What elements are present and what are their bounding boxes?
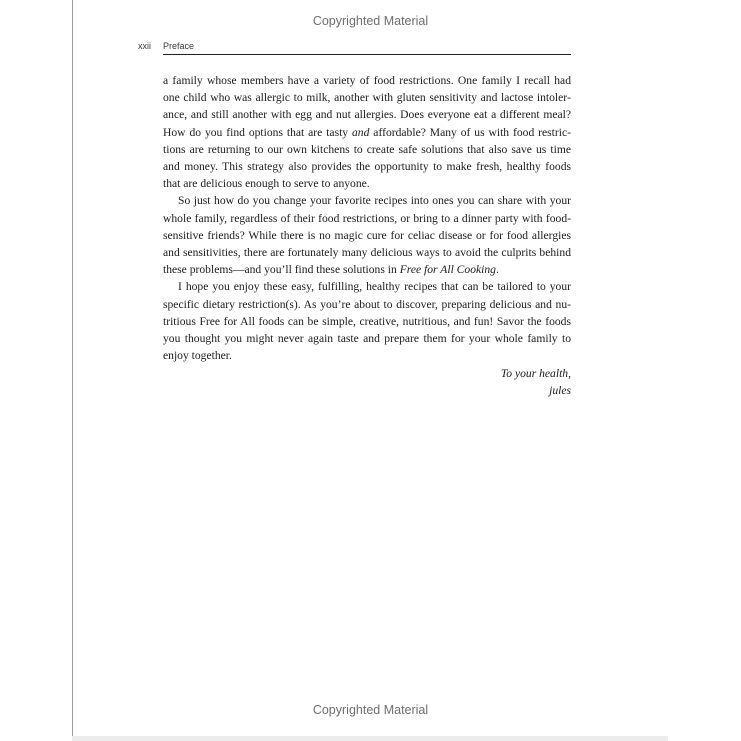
page-number: xxii xyxy=(138,41,151,51)
running-head xyxy=(138,40,571,54)
paragraph-1-emphasis: and xyxy=(352,125,370,139)
paragraph-2 xyxy=(163,192,571,278)
copyright-watermark-bottom: Copyrighted Material xyxy=(312,703,429,717)
paragraph-2-text-b: . xyxy=(495,263,499,277)
header-rule xyxy=(163,54,571,55)
book-title: Free for All Cooking xyxy=(399,263,496,277)
paragraph-1-text-a: a family whose members have a variety of food restrictions. One family I recall had one child who was allergic to milk, another with gluten sensitivity and lactose intolerance, and still another with egg and nut allergies. Does everyone eat a different meal? How do you find options that are tasty xyxy=(163,74,571,139)
paragraph-3-text: I hope you enjoy these easy, fulfilling, healthy recipes that can be tailored to your specific dietary restriction(s). As you’re about to discover, preparing delicious and nutritious Free for All foods can be simple, creative, nutritious, and fun! Savor the foods you thought you might never again taste and prepare them for your whole family to enjoy together. xyxy=(163,280,571,363)
signoff-signature: jules xyxy=(549,384,571,397)
paragraph-1-text-b: affordable? Many of us with food restrictions are returning to our own kitchens to create safe solutions that also save us time and money. This strategy also provides the opportunity to make fresh, healthy foods that are delicious enough to serve to anyone. xyxy=(163,125,571,191)
copyright-watermark-top: Copyrighted Material xyxy=(312,14,429,28)
paragraph-2-text-a: So just how do you change your favorite recipes into ones you can share with your whole family, regardless of their food restrictions, or bring to a dinner party with food-sensitive friends? While there is no magic cure for celiac disease or for food allergies and sensitivities, there are fortunately many delicious ways to avoid the culprits behind these problems—and you’ll find these solutions in xyxy=(163,194,571,277)
body-text xyxy=(163,72,571,364)
paragraph-3 xyxy=(163,278,571,364)
section-title: Preface xyxy=(163,41,195,51)
page-bottom-shadow xyxy=(72,736,668,741)
paragraph-1 xyxy=(163,72,571,192)
signoff-closing: To your health, xyxy=(500,367,571,380)
page-left-edge xyxy=(72,0,73,736)
